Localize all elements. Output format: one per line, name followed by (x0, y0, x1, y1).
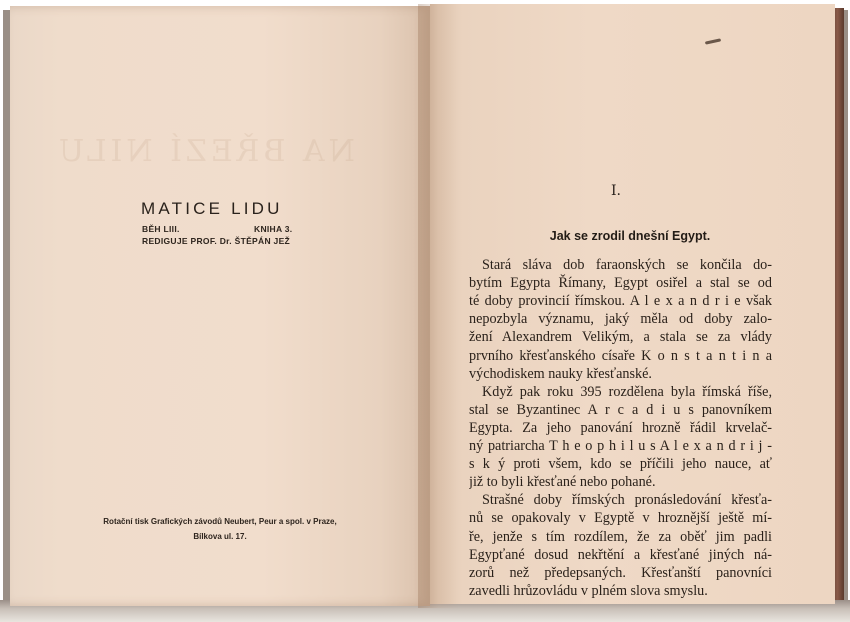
volume-label: BĚH LIII. (142, 224, 180, 234)
printer-line-1: Rotační tisk Grafických závodů Neubert, Peur a spol. v Praze, (103, 517, 337, 526)
text-line: východiskem nauky křesťanské. (469, 365, 652, 382)
text-line: Egypťané dosud nekřtění a křesťané jiných ná- (469, 546, 772, 563)
book-label: KNIHA 3. (254, 224, 293, 234)
text-line: nů se opakovaly v Egyptě v hroznější ještě mí- (469, 510, 772, 527)
text-line: s k ý proti všem, kdo se příčili jeho nauce, ať (469, 456, 772, 473)
text-line: té doby provincií římskou. A l e x a n d r i e však (469, 293, 772, 310)
book-spine-gutter (418, 4, 458, 608)
text-line: zavedli hrůzovládu v plném slova smyslu. (469, 582, 708, 599)
text-line: Strašné doby římských pronásledování křesťa- (482, 492, 772, 509)
text-line: Když pak roku 395 rozdělena byla římská říše, (482, 383, 772, 400)
series-title: MATICE LIDU (141, 199, 283, 218)
text-line: ře, jenže s tím rozdílem, že za oběť jim padli (469, 528, 772, 545)
text-line: stal se Byzantinec A r c a d i u s panovníkem (469, 401, 772, 418)
text-line: prvního křesťanského císaře K o n s t a n t i n a (469, 347, 772, 364)
text-line: již to byli křesťané nebo pohané. (469, 474, 656, 491)
volume-row (142, 224, 293, 234)
chapter-title: Jak se zrodil dnešní Egypt. (549, 229, 711, 243)
text-line: ný patriarcha T h e o p h i l u s A l e x a n d r i j - (469, 438, 772, 454)
text-line: nepozbyla významu, jaký měla od doby zalo- (469, 311, 772, 328)
chapter-number: I. (611, 183, 621, 199)
text-line: Stará sláva dob faraonských se končila do- (482, 257, 772, 273)
printer-line-2: Bílkova ul. 17. (193, 532, 247, 541)
bleed-through-text: NA BŘEZÍ NILU (55, 134, 355, 169)
text-line: Egypta. Za jeho panování hrozně řádil krvelač- (469, 419, 772, 436)
text-line: žení Alexandrem Velikým, a stala se za vlády (469, 329, 772, 346)
text-line: bytím Egypta Římany, Egypt osiřel a stal se od (469, 275, 772, 292)
editor-line: REDIGUJE PROF. Dr. ŠTĚPÁN JEŽ (142, 236, 291, 246)
printer-imprint (70, 514, 370, 544)
text-line: zorů než předepsaných. Křesťanští panovníci (469, 564, 772, 581)
